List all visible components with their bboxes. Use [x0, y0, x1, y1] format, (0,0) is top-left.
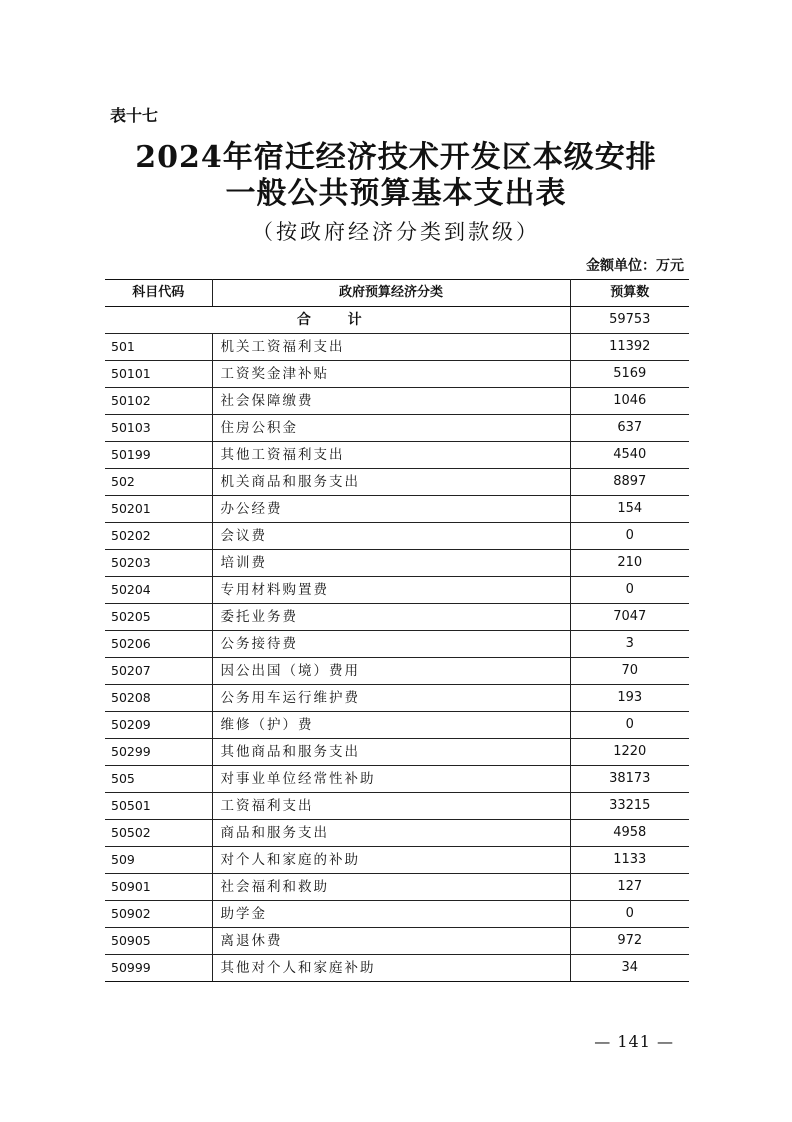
table-label: 表十七	[110, 106, 159, 125]
row-code: 50299	[105, 739, 212, 766]
row-amount: 11392	[570, 334, 689, 361]
row-code: 502	[105, 469, 212, 496]
row-classification: 维修（护）费	[212, 712, 570, 739]
row-code: 50103	[105, 415, 212, 442]
row-code: 50204	[105, 577, 212, 604]
row-classification: 助学金	[212, 901, 570, 928]
row-amount: 33215	[570, 793, 689, 820]
row-classification: 其他商品和服务支出	[212, 739, 570, 766]
document-title-line-1: 2024年宿迁经济技术开发区本级安排	[135, 140, 657, 175]
row-code: 50203	[105, 550, 212, 577]
row-classification: 因公出国（境）费用	[212, 658, 570, 685]
table-row	[105, 496, 689, 523]
table-row	[105, 820, 689, 847]
table-row	[105, 469, 689, 496]
row-code: 509	[105, 847, 212, 874]
row-classification: 工资奖金津补贴	[212, 361, 570, 388]
row-classification: 机关工资福利支出	[212, 334, 570, 361]
row-amount: 127	[570, 874, 689, 901]
row-code: 50101	[105, 361, 212, 388]
table-header-row	[105, 280, 689, 307]
table-row	[105, 766, 689, 793]
budget-table	[105, 279, 689, 982]
row-classification: 其他对个人和家庭补助	[212, 955, 570, 982]
row-classification: 社会保障缴费	[212, 388, 570, 415]
table-row	[105, 388, 689, 415]
row-amount: 1220	[570, 739, 689, 766]
total-row	[105, 307, 689, 334]
row-amount: 637	[570, 415, 689, 442]
row-code: 50206	[105, 631, 212, 658]
column-header-amount: 预算数	[570, 280, 689, 307]
table-row	[105, 874, 689, 901]
table-row	[105, 577, 689, 604]
row-classification: 住房公积金	[212, 415, 570, 442]
row-amount: 8897	[570, 469, 689, 496]
row-amount: 5169	[570, 361, 689, 388]
row-amount: 4540	[570, 442, 689, 469]
row-code: 50199	[105, 442, 212, 469]
row-code: 50905	[105, 928, 212, 955]
row-code: 50209	[105, 712, 212, 739]
document-title-line-2: 一般公共预算基本支出表	[225, 176, 567, 211]
page-number: — 141 —	[594, 1032, 674, 1051]
row-code: 50502	[105, 820, 212, 847]
table-row	[105, 685, 689, 712]
table-row	[105, 739, 689, 766]
row-code: 50207	[105, 658, 212, 685]
table-row	[105, 901, 689, 928]
row-amount: 1133	[570, 847, 689, 874]
amount-unit-label: 金额单位：万元	[586, 258, 684, 274]
table-row	[105, 793, 689, 820]
row-amount: 1046	[570, 388, 689, 415]
row-code: 50902	[105, 901, 212, 928]
row-code: 505	[105, 766, 212, 793]
row-amount: 7047	[570, 604, 689, 631]
table-row	[105, 550, 689, 577]
document-subtitle: （按政府经济分类到款级）	[252, 220, 540, 244]
table-row	[105, 712, 689, 739]
row-classification: 商品和服务支出	[212, 820, 570, 847]
row-classification: 专用材料购置费	[212, 577, 570, 604]
row-amount: 972	[570, 928, 689, 955]
row-classification: 社会福利和救助	[212, 874, 570, 901]
row-classification: 对事业单位经常性补助	[212, 766, 570, 793]
row-code: 50102	[105, 388, 212, 415]
table-row	[105, 334, 689, 361]
table-row	[105, 847, 689, 874]
row-classification: 办公经费	[212, 496, 570, 523]
row-classification: 其他工资福利支出	[212, 442, 570, 469]
row-classification: 离退休费	[212, 928, 570, 955]
row-classification: 机关商品和服务支出	[212, 469, 570, 496]
row-code: 50999	[105, 955, 212, 982]
row-amount: 193	[570, 685, 689, 712]
row-classification: 培训费	[212, 550, 570, 577]
row-amount: 0	[570, 577, 689, 604]
table-row	[105, 928, 689, 955]
row-amount: 0	[570, 712, 689, 739]
row-code: 50205	[105, 604, 212, 631]
table-row	[105, 523, 689, 550]
row-amount: 210	[570, 550, 689, 577]
column-header-classification: 政府预算经济分类	[212, 280, 570, 307]
table-row	[105, 442, 689, 469]
row-amount: 38173	[570, 766, 689, 793]
row-amount: 4958	[570, 820, 689, 847]
row-code: 50901	[105, 874, 212, 901]
table-row	[105, 631, 689, 658]
row-code: 50501	[105, 793, 212, 820]
row-code: 50201	[105, 496, 212, 523]
row-amount: 0	[570, 523, 689, 550]
row-code: 50208	[105, 685, 212, 712]
table-row	[105, 415, 689, 442]
row-classification: 公务接待费	[212, 631, 570, 658]
table-row	[105, 361, 689, 388]
row-amount: 0	[570, 901, 689, 928]
table-row	[105, 658, 689, 685]
row-amount: 3	[570, 631, 689, 658]
row-code: 50202	[105, 523, 212, 550]
row-classification: 公务用车运行维护费	[212, 685, 570, 712]
total-amount: 59753	[570, 307, 689, 334]
row-amount: 34	[570, 955, 689, 982]
row-classification: 工资福利支出	[212, 793, 570, 820]
table-body	[105, 307, 689, 982]
table-row	[105, 955, 689, 982]
total-label: 合 计	[105, 307, 570, 334]
table-row	[105, 604, 689, 631]
row-classification: 委托业务费	[212, 604, 570, 631]
column-header-code: 科目代码	[105, 280, 212, 307]
row-code: 501	[105, 334, 212, 361]
row-amount: 70	[570, 658, 689, 685]
row-classification: 对个人和家庭的补助	[212, 847, 570, 874]
row-classification: 会议费	[212, 523, 570, 550]
row-amount: 154	[570, 496, 689, 523]
